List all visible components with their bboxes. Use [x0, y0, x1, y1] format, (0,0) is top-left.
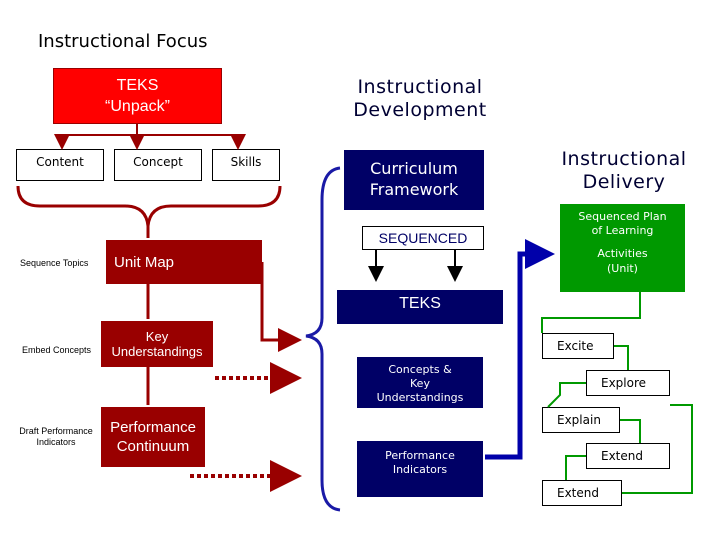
- key-understandings-line1: Key: [145, 329, 169, 344]
- sequenced-box: SEQUENCED: [362, 226, 484, 250]
- teks-unpack-line1: TEKS: [116, 77, 159, 94]
- sequenced-to-teks-arrows: [376, 250, 455, 278]
- development-title-line2: Development: [353, 99, 487, 121]
- performance-continuum-line1: Performance: [110, 419, 196, 436]
- unpack-arrows: [62, 124, 238, 146]
- unit-map-box: Unit Map: [106, 240, 262, 284]
- step-explain: Explain: [542, 407, 620, 433]
- sequenced-plan-line1: Sequenced Plan: [578, 210, 667, 223]
- draft-label-line2: Indicators: [36, 437, 76, 447]
- step-explore: Explore: [586, 370, 670, 396]
- development-brace: [306, 168, 340, 510]
- step-extend-bottom: Extend: [542, 480, 622, 506]
- delivery-title-line2: Delivery: [582, 171, 666, 193]
- sequence-topics-label: Sequence Topics: [20, 258, 89, 268]
- embed-concepts-label: Embed Concepts: [22, 345, 92, 355]
- concepts-line3: Understandings: [376, 391, 464, 404]
- concept-box: Concept: [114, 149, 202, 181]
- teks-bar: TEKS: [337, 290, 503, 324]
- teks-unpack-line2: “Unpack”: [105, 98, 170, 115]
- step-extend-right: Extend: [586, 443, 670, 469]
- concepts-line2: Key: [410, 377, 430, 390]
- step-excite: Excite: [542, 333, 614, 359]
- indicators-line2: Indicators: [392, 463, 448, 476]
- framework-to-delivery-connector: [485, 254, 550, 457]
- instructional-focus-title: Instructional Focus: [38, 31, 208, 52]
- activities-line1: Activities: [597, 247, 648, 260]
- performance-continuum-line2: Continuum: [116, 438, 190, 455]
- unitmap-to-teks-arrow: [262, 262, 296, 340]
- sequenced-plan-line2: of Learning: [591, 224, 654, 237]
- curriculum-framework-line2: Framework: [369, 180, 459, 199]
- curriculum-framework-line1: Curriculum: [370, 159, 458, 178]
- content-box: Content: [16, 149, 104, 181]
- development-title-line1: Instructional: [357, 76, 483, 98]
- key-understandings-line2: Understandings: [111, 344, 203, 359]
- indicators-line1: Performance: [385, 449, 455, 462]
- skills-box: Skills: [212, 149, 280, 181]
- activities-line2: (Unit): [607, 262, 638, 275]
- activities-to-excite-line: [542, 292, 640, 333]
- focus-brace: [18, 186, 280, 226]
- delivery-title-line1: Instructional: [561, 148, 687, 170]
- draft-label-line1: Draft Performance: [19, 426, 93, 436]
- concepts-line1: Concepts &: [388, 363, 452, 376]
- five-e-connectors: [548, 346, 692, 493]
